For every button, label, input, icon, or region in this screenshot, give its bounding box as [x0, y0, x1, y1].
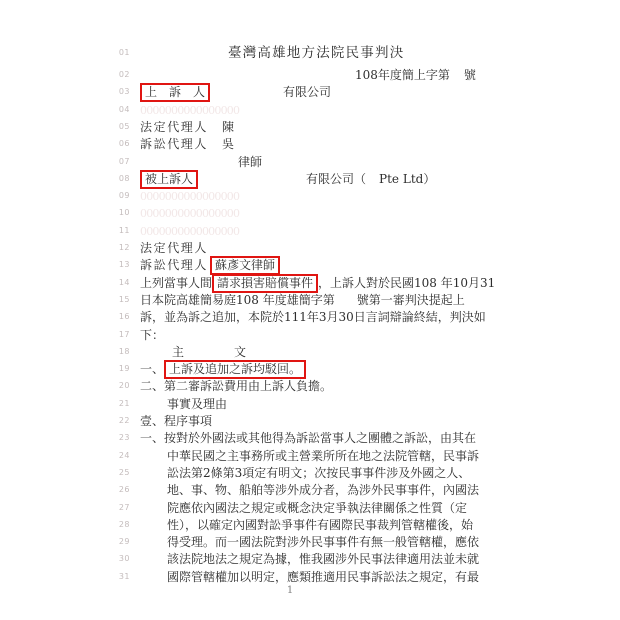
line-number: 28	[118, 519, 130, 529]
document-line	[0, 223, 620, 241]
spacer	[140, 545, 167, 546]
line-number: 13	[118, 260, 130, 270]
line-number: 23	[118, 433, 130, 443]
line-number: 01	[118, 48, 130, 57]
party-role-label: 訴訟代理人	[140, 137, 209, 152]
line-content	[140, 378, 332, 395]
redaction-highlight-box: 被上訴人	[140, 170, 198, 189]
text-segment: 律師	[238, 154, 263, 169]
document-line	[0, 171, 620, 189]
text-segment: 一、按對於外國法或其他得為訴訟當事人之團體之訴訟，由其在	[140, 431, 477, 446]
spacer	[335, 303, 357, 304]
line-content	[140, 240, 208, 257]
text-segment: Pte Ltd）	[379, 171, 436, 186]
spacer	[140, 580, 167, 581]
redacted-text: 0000000000000000	[140, 103, 240, 117]
line-number: 20	[118, 381, 130, 391]
line-number: 29	[118, 537, 130, 547]
text-segment: 陳	[222, 119, 235, 134]
redacted-text: 0000000000000000	[140, 190, 240, 204]
line-number: 14	[118, 277, 130, 287]
line-content	[140, 413, 212, 430]
redaction-highlight-box: 請求損害賠償事件	[212, 274, 318, 293]
line-content	[140, 327, 164, 344]
line-content	[140, 223, 239, 240]
line-number: 08	[118, 173, 130, 183]
document-line	[0, 188, 620, 206]
line-content	[140, 448, 479, 465]
text-segment: 日本院高雄簡易庭108 年度雄簡字第	[140, 292, 335, 307]
document-line	[0, 396, 620, 414]
document-line	[0, 67, 620, 85]
text-segment: 號	[463, 68, 476, 82]
line-content	[140, 534, 479, 551]
line-content	[140, 205, 239, 222]
text-segment: 得受理。而一國法院對涉外民事事件有無一般管轄權，應依	[167, 535, 480, 550]
text-segment: 主	[172, 344, 185, 359]
text-segment: ，上訴人對於民國108 年10月31	[318, 275, 496, 290]
document-line	[0, 275, 620, 293]
line-content	[140, 396, 227, 413]
document-line	[0, 551, 620, 569]
line-content	[140, 154, 262, 171]
spacer	[210, 95, 283, 96]
spacer	[450, 78, 464, 79]
line-number: 09	[118, 191, 130, 201]
spacer	[140, 459, 167, 460]
document-line	[0, 257, 620, 275]
redaction-highlight-box: 上訴及追加之訴均駁回。	[164, 360, 306, 379]
text-segment: 上列當事人間	[140, 275, 213, 290]
document-line	[0, 84, 620, 102]
document-line	[0, 517, 620, 535]
document-line	[0, 344, 620, 362]
spacer	[140, 407, 167, 408]
line-content	[140, 309, 486, 326]
document-line	[0, 327, 620, 345]
line-content	[140, 45, 404, 62]
line-content	[140, 102, 239, 119]
document-line	[0, 292, 620, 310]
line-content	[140, 257, 280, 274]
spacer	[366, 182, 379, 183]
text-segment: 訴，並為訴之追加，本院於111年3月30日言詞辯論終結，判決如	[140, 310, 486, 325]
text-segment: 地、事、物、船舶等涉外成分者，為涉外民事事件，內國法	[167, 483, 480, 498]
spacer	[140, 528, 167, 529]
line-number: 19	[118, 364, 130, 374]
line-number: 06	[118, 139, 130, 149]
court-title: 臺灣高雄地方法院民事判決	[228, 45, 405, 61]
spacer	[140, 493, 167, 494]
redacted-text: 0000000000000000	[140, 224, 240, 238]
line-content	[140, 171, 435, 188]
document-line	[0, 500, 620, 518]
line-content	[140, 84, 331, 101]
line-content	[140, 569, 479, 586]
line-number: 17	[118, 329, 130, 339]
line-number: 21	[118, 398, 130, 408]
spacer	[198, 182, 306, 183]
line-content	[140, 344, 246, 361]
line-content	[140, 188, 239, 205]
document-line	[0, 361, 620, 379]
line-number: 15	[118, 294, 130, 304]
text-segment: 該法院地法之規定為據，惟我國涉外民事法律適用法並未就	[167, 552, 480, 567]
line-number: 07	[118, 156, 130, 166]
line-number: 03	[118, 87, 130, 97]
line-number: 18	[118, 346, 130, 356]
line-content	[140, 361, 306, 378]
line-number: 25	[118, 467, 130, 477]
line-content	[140, 292, 465, 309]
line-number: 10	[118, 208, 130, 218]
text-segment: 院應依內國法之規定或概念決定爭執法律關係之性質（定	[167, 500, 468, 515]
text-segment: 壹、程序事項	[140, 414, 213, 428]
line-number: 16	[118, 312, 130, 322]
line-content	[140, 67, 476, 84]
line-number: 22	[118, 416, 130, 425]
spacer	[140, 562, 167, 563]
text-segment: 中華民國之主事務所或主營業所所在地之法院管轄，民事訴	[167, 448, 480, 463]
document-line	[0, 448, 620, 466]
document-line	[0, 482, 620, 500]
line-content	[140, 500, 467, 517]
text-segment: 號第一審判決提起上	[356, 292, 465, 307]
line-content	[140, 465, 470, 482]
line-content	[140, 430, 476, 447]
document-line	[0, 430, 620, 448]
text-segment: 有限公司（	[306, 171, 367, 186]
spacer	[140, 165, 238, 166]
spacer	[208, 147, 222, 148]
text-segment: 國際管轄權加以明定，應類推適用民事訴訟法之規定，有最	[167, 569, 480, 584]
text-segment: 性），以確定內國對訟爭事件有國際民事裁判管轄權後，始	[167, 517, 474, 532]
line-number: 11	[118, 225, 130, 235]
text-segment: 有限公司	[283, 85, 332, 100]
line-number: 05	[118, 121, 130, 131]
party-role-label: 法定代理人	[140, 119, 209, 134]
document-line	[0, 205, 620, 223]
document-line	[0, 240, 620, 258]
redacted-text: 0000000000000000	[140, 207, 240, 221]
document-line	[0, 309, 620, 327]
text-segment: 文	[234, 344, 247, 359]
party-role-label: 法定代理人	[140, 241, 209, 255]
line-content	[140, 517, 473, 534]
line-number: 04	[118, 104, 130, 114]
document-line	[0, 154, 620, 172]
text-segment: 二、第二審訴訟費用由上訴人負擔。	[140, 379, 333, 394]
text-segment: 108年度簡上字第	[355, 68, 450, 82]
document-line	[0, 569, 620, 587]
line-content	[140, 275, 495, 292]
page-number: 1	[286, 585, 294, 596]
party-role-label: 訴訟代理人	[140, 258, 209, 273]
line-number: 24	[118, 450, 130, 460]
document-line	[0, 136, 620, 154]
spacer	[140, 78, 355, 79]
text-segment: 下：	[140, 327, 165, 342]
text-segment: 一、	[140, 362, 165, 377]
line-number: 26	[118, 485, 130, 495]
document-line	[0, 378, 620, 396]
document-line	[0, 413, 620, 431]
spacer	[140, 355, 172, 356]
line-content	[140, 136, 234, 153]
line-number: 31	[118, 571, 130, 581]
line-content	[140, 482, 479, 499]
text-segment: 訟法第2條第3項定有明文；次按民事事件涉及外國之人、	[167, 465, 471, 480]
document-line	[0, 465, 620, 483]
redaction-highlight-box: 蘇彥文律師	[210, 256, 280, 275]
spacer	[140, 511, 167, 512]
spacer	[184, 355, 234, 356]
line-number: 12	[118, 243, 130, 252]
text-segment: 事實及理由	[167, 396, 228, 411]
line-number: 02	[118, 70, 130, 79]
spacer	[140, 476, 167, 477]
line-number: 27	[118, 502, 130, 512]
line-number: 30	[118, 554, 130, 564]
line-content	[140, 119, 234, 136]
document-line	[0, 119, 620, 137]
document-line	[0, 102, 620, 120]
line-content	[140, 551, 479, 568]
redaction-highlight-box: 上 訴 人	[140, 83, 210, 102]
document-line	[0, 534, 620, 552]
text-segment: 吳	[222, 137, 235, 152]
spacer	[140, 56, 228, 57]
spacer	[208, 130, 222, 131]
document-line	[0, 45, 620, 63]
